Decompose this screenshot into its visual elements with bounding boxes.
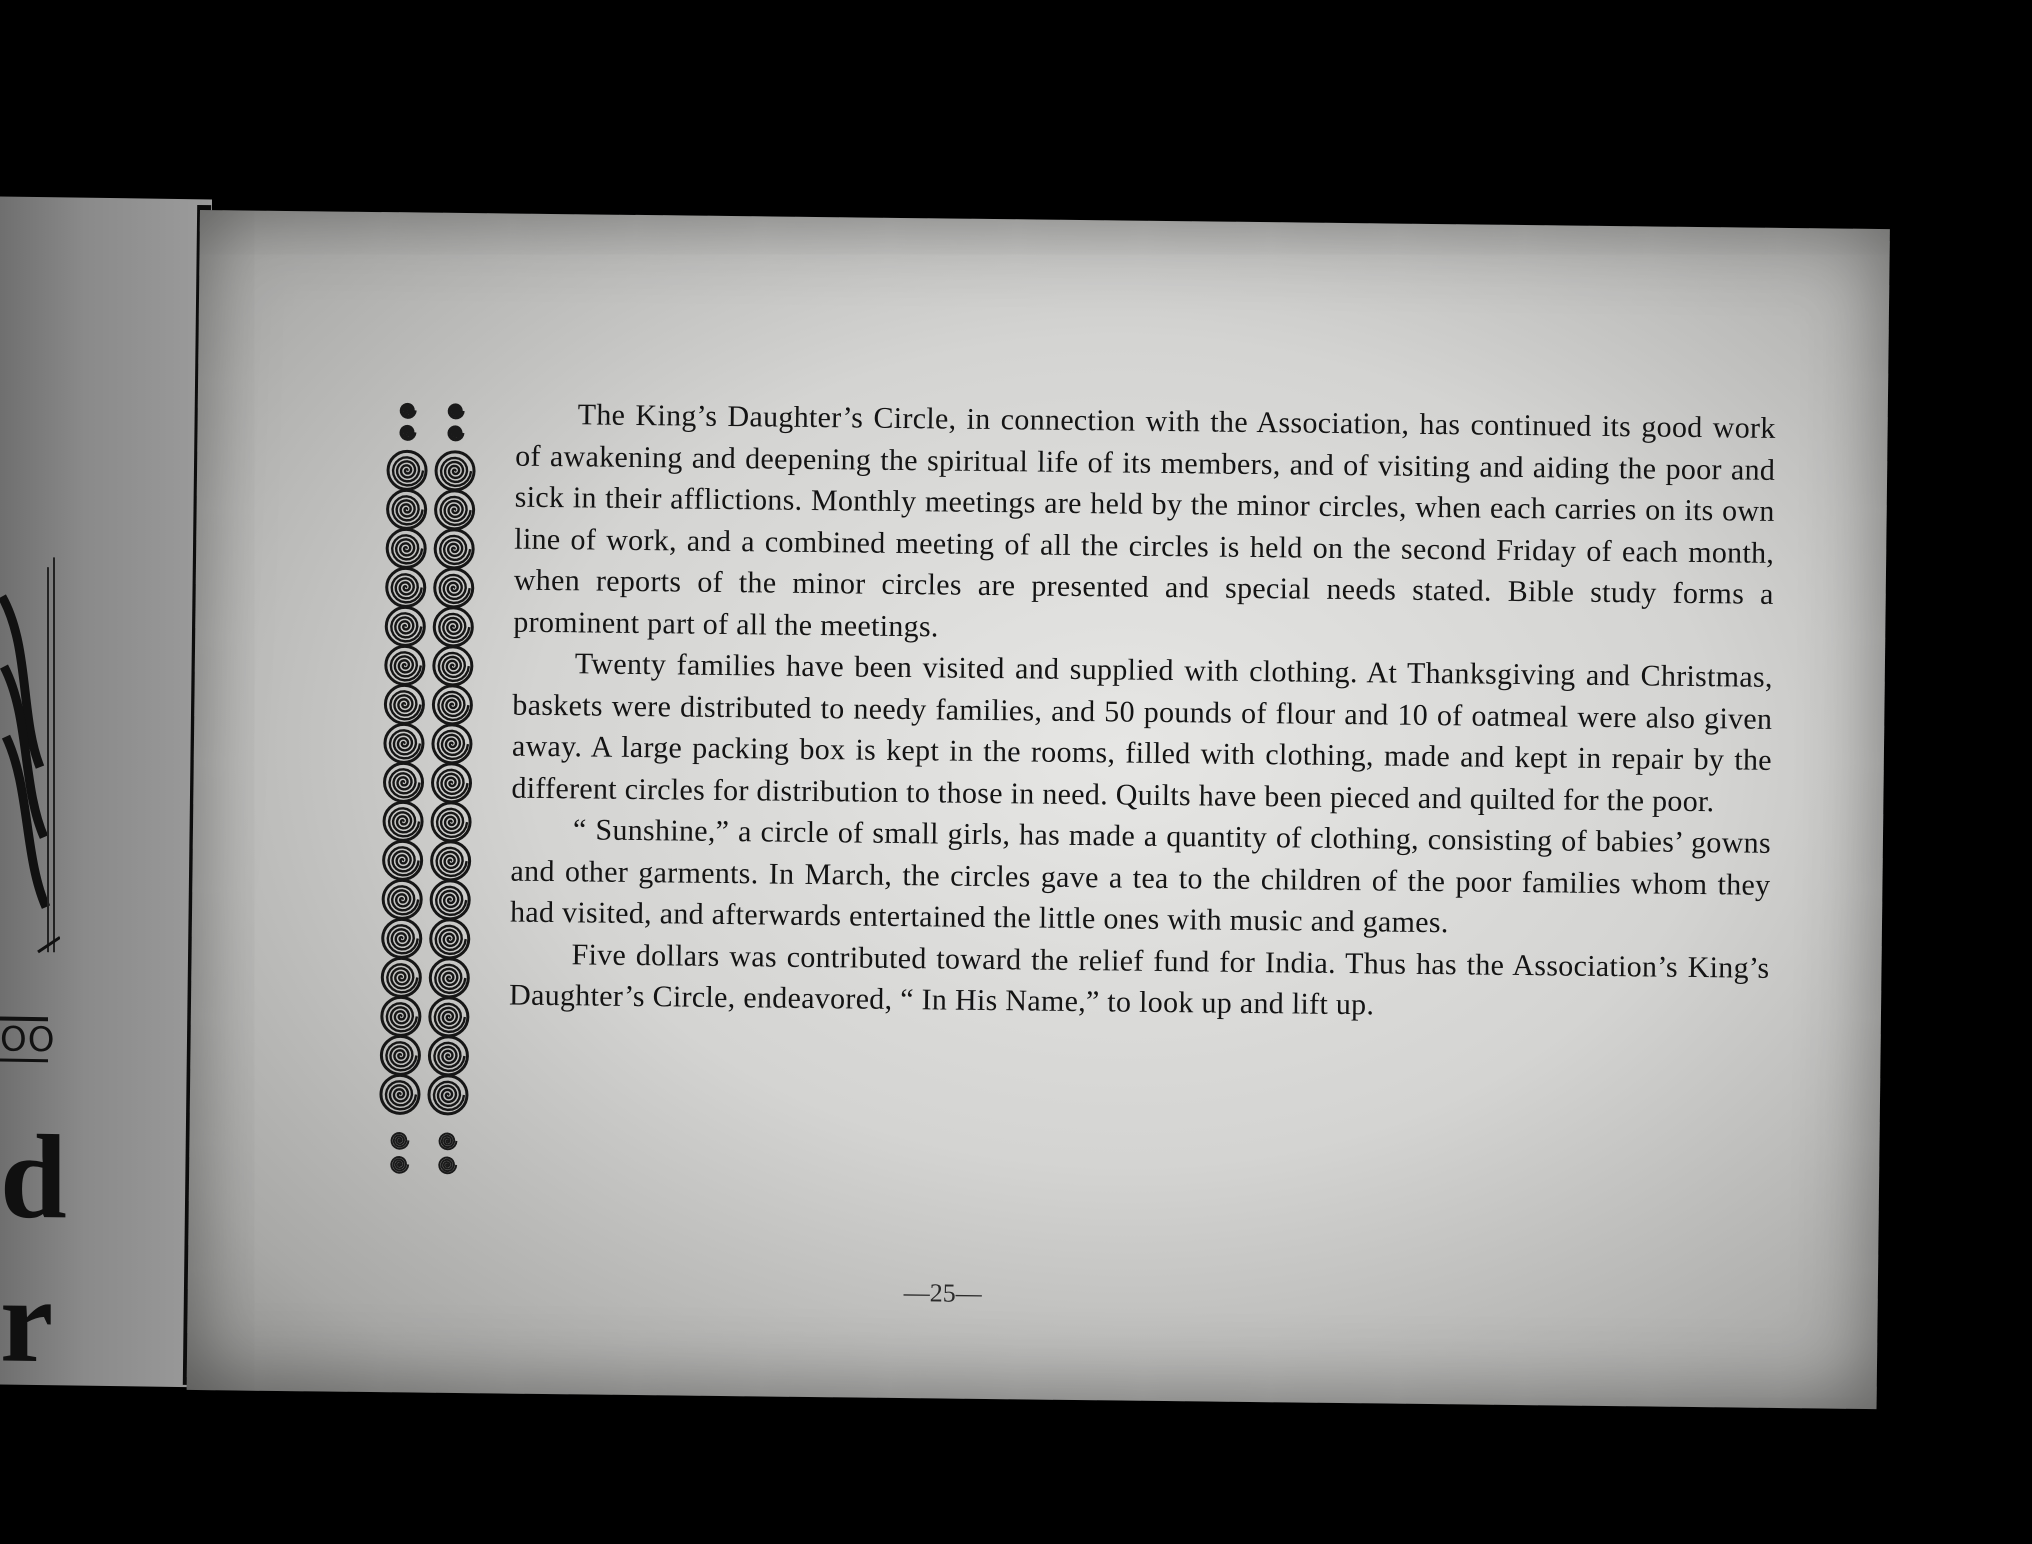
book-page — [187, 210, 1890, 1409]
left-page-heading-letter: r — [0, 1253, 54, 1388]
paragraph: “ Sunshine,” a circle of small girls, has made a quantity of clothing, consisting of babies’ gowns and other garments. In March, the circles gave a tea to the children of the poor families whom they had visited, and afterwards entertained the little ones with music and games. — [509, 813, 1772, 940]
previous-page-fragment — [0, 197, 212, 1388]
paragraph: The King’s Daughter’s Circle, in connection with the Association, has continued its good work of awakening and deepening the spiritual life of its members, and of visiting and aiding the poor and sick in their afflictions. Monthly meetings are held by the minor circles, when each carries on its own line of work, and a combined meeting of all the circles is held on the second Friday of each month, when reports of the minor circles are presented and special needs stated. Bible study forms a prominent part of all the meetings. — [513, 398, 1776, 643]
page-body-text — [509, 394, 1776, 1031]
left-page-ornament-digits: OO — [0, 1017, 48, 1063]
spiral-border-ornament-icon — [369, 400, 488, 1221]
page-number: —25— — [903, 1278, 982, 1308]
left-page-heading-letter: d — [0, 1109, 67, 1244]
decorative-fringe-icon — [0, 557, 60, 958]
paragraph: Five dollars was contributed toward the relief fund for India. Thus has the Association’s King’s Daughter’s Circle, endeavored, “ In His Name,” to look up and lift up. — [508, 937, 1770, 1022]
paragraph: Twenty families have been visited and supplied with clothing. At Thanksgiving and Christmas, baskets were distributed to needy families, and 50 pounds of flour and 10 of oatmeal were also given away. A large packing box is kept in the rooms, filled with clothing, made and kept in repair by the different circles for distribution to those in need. Quilts have been pieced and quilted for the poor. — [511, 647, 1773, 818]
